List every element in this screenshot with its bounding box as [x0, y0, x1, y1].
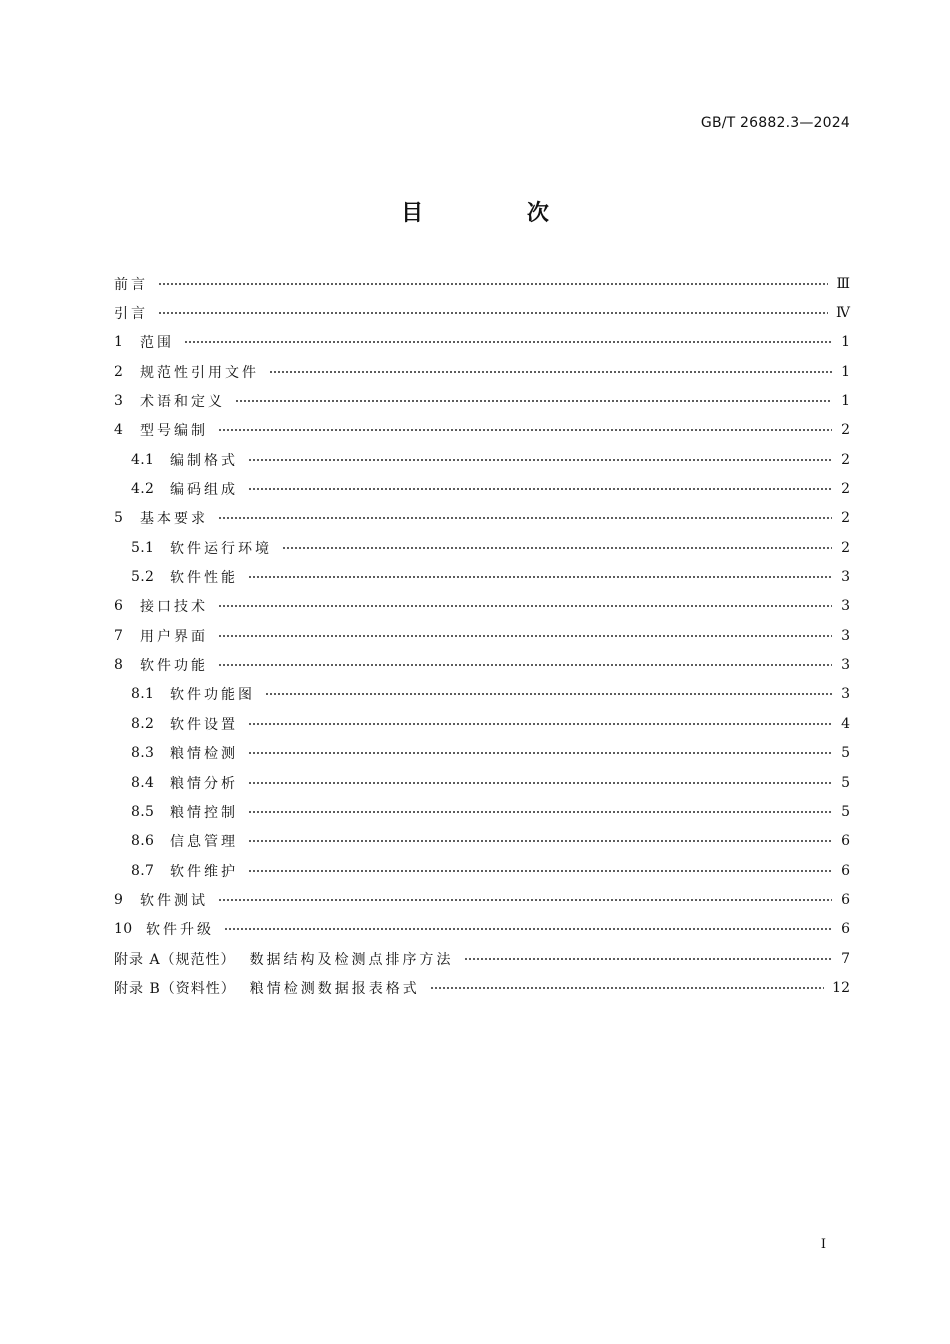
toc-entry-page: 3 [841, 657, 850, 674]
toc-entry-label: 数据结构及检测点排序方法 [249, 951, 454, 968]
toc-entry-page: 7 [841, 950, 850, 967]
toc-entry[interactable] [114, 269, 850, 298]
toc-subentry[interactable] [114, 797, 850, 826]
toc-entry[interactable] [114, 650, 850, 679]
toc-leader-dots [218, 898, 832, 902]
toc-entry-page: 2 [841, 481, 850, 498]
toc-entry-page: 2 [841, 539, 850, 556]
toc-entry[interactable] [114, 416, 850, 445]
toc-entry-page: 4 [841, 715, 850, 732]
toc-entry-page: 6 [841, 833, 850, 850]
toc-entry-label: 软件运行环境 [170, 540, 272, 557]
toc-subentry[interactable] [114, 445, 850, 474]
toc-entry-page: 3 [841, 569, 850, 586]
toc-entry-page: 6 [841, 862, 850, 879]
toc-leader-dots [248, 458, 832, 462]
toc-entry-page: Ⅳ [836, 305, 850, 322]
toc-entry-number: 4.2 [131, 481, 155, 498]
toc-leader-dots [218, 604, 832, 608]
toc-entry-page: 5 [841, 745, 850, 762]
toc-entry-label: 接口技术 [140, 599, 208, 616]
toc-entry-page: 1 [841, 393, 850, 410]
toc-entry-number: 5 [114, 510, 124, 527]
toc-leader-dots [248, 839, 832, 843]
toc-leader-dots [464, 957, 832, 961]
toc-entry-label: 软件升级 [146, 922, 214, 939]
toc-entry-number: 5.2 [131, 569, 155, 586]
toc-annex-entry[interactable] [114, 973, 850, 1002]
toc-leader-dots [248, 869, 832, 873]
toc-subentry[interactable] [114, 474, 850, 503]
toc-entry-number: 10 [114, 921, 133, 938]
toc-subentry[interactable] [114, 533, 850, 562]
toc-leader-dots [248, 781, 832, 785]
toc-entry-number: 2 [114, 363, 124, 380]
standard-code: GB/T 26882.3—2024 [700, 115, 850, 131]
toc-subentry[interactable] [114, 562, 850, 591]
toc-leader-dots [248, 487, 832, 491]
toc-entry-label: 编制格式 [170, 452, 238, 469]
toc-entry-number: 7 [114, 627, 124, 644]
page-title: 目 次 [401, 200, 597, 226]
toc-entry[interactable] [114, 504, 850, 533]
toc-entry-number: 6 [114, 598, 124, 615]
toc-leader-dots [248, 810, 832, 814]
toc-leader-dots [248, 751, 832, 755]
toc-annex-entry[interactable] [114, 944, 850, 973]
toc-entry-label: 粮情分析 [170, 775, 238, 792]
toc-entry-label: 用户界面 [140, 628, 208, 645]
toc-leader-dots [282, 546, 832, 550]
toc-entry-page: 1 [841, 363, 850, 380]
toc-entry-label: 规范性引用文件 [140, 364, 259, 381]
toc-entry-number: 8.6 [131, 833, 155, 850]
toc-leader-dots [430, 986, 824, 990]
toc-subentry[interactable] [114, 680, 850, 709]
toc-subentry[interactable] [114, 856, 850, 885]
toc-entry-number: 3 [114, 393, 124, 410]
toc-subentry[interactable] [114, 768, 850, 797]
toc-leader-dots [235, 399, 832, 403]
toc-entry-number: 4 [114, 422, 124, 439]
toc-entry-page: 3 [841, 686, 850, 703]
toc-entry-page: 2 [841, 510, 850, 527]
toc-leader-dots [265, 692, 832, 696]
toc-entry[interactable] [114, 885, 850, 914]
toc-entry-page: 6 [841, 891, 850, 908]
toc-entry-number: 8 [114, 657, 124, 674]
toc-entry[interactable] [114, 621, 850, 650]
toc-entry[interactable] [114, 328, 850, 357]
toc-annex-tag: 附录 B（资料性） [114, 980, 236, 997]
toc-leader-dots [269, 370, 832, 374]
toc-entry-label: 前言 [114, 276, 148, 293]
toc-leader-dots [218, 428, 832, 432]
toc-entry-label: 粮情控制 [170, 804, 238, 821]
toc-entry-number: 5.1 [131, 539, 155, 556]
toc-entry-page: 2 [841, 451, 850, 468]
toc-entry-page: 3 [841, 598, 850, 615]
toc-entry-label: 术语和定义 [140, 394, 225, 411]
toc-entry-label: 软件设置 [170, 716, 238, 733]
toc-entry-page: 1 [841, 334, 850, 351]
toc-entry[interactable] [114, 357, 850, 386]
toc-entry-page: Ⅲ [836, 275, 850, 292]
toc-entry-label: 粮情检测数据报表格式 [249, 980, 420, 997]
toc-entry[interactable] [114, 592, 850, 621]
toc-entry-label: 软件性能 [170, 570, 238, 587]
toc-leader-dots [218, 663, 832, 667]
toc-entry-number: 8.4 [131, 774, 155, 791]
toc-entry-number: 9 [114, 891, 124, 908]
toc-subentry[interactable] [114, 827, 850, 856]
toc-leader-dots [158, 311, 828, 315]
toc-entry-label: 型号编制 [140, 423, 208, 440]
toc-entry-label: 软件测试 [140, 892, 208, 909]
toc-entry-page: 12 [832, 979, 850, 996]
toc-leader-dots [248, 575, 832, 579]
footer-page-number: Ⅰ [820, 1237, 826, 1252]
toc-entry[interactable] [114, 386, 850, 415]
toc-entry-label: 编码组成 [170, 482, 238, 499]
toc-annex-tag: 附录 A（规范性） [114, 951, 236, 968]
toc-entry-number: 8.7 [131, 862, 155, 879]
toc-entry-label: 信息管理 [170, 834, 238, 851]
toc-leader-dots [158, 282, 828, 286]
toc-leader-dots [184, 340, 832, 344]
table-of-contents [114, 269, 850, 1003]
toc-entry-label: 引言 [114, 306, 148, 323]
toc-entry-number: 8.5 [131, 803, 155, 820]
toc-entry-number: 8.3 [131, 745, 155, 762]
toc-entry-label: 范围 [140, 335, 174, 352]
toc-entry-label: 软件功能图 [170, 687, 255, 704]
toc-entry-page: 5 [841, 774, 850, 791]
toc-subentry[interactable] [114, 709, 850, 738]
toc-entry-number: 4.1 [131, 451, 155, 468]
toc-entry-number: 1 [114, 334, 124, 351]
toc-entry-label: 软件维护 [170, 863, 238, 880]
toc-subentry[interactable] [114, 739, 850, 768]
toc-leader-dots [218, 634, 832, 638]
toc-entry[interactable] [114, 915, 850, 944]
toc-entry-label: 基本要求 [140, 511, 208, 528]
toc-leader-dots [218, 516, 832, 520]
toc-leader-dots [248, 722, 832, 726]
toc-entry-page: 2 [841, 422, 850, 439]
toc-entry-label: 粮情检测 [170, 746, 238, 763]
toc-entry-page: 5 [841, 803, 850, 820]
toc-entry[interactable] [114, 298, 850, 327]
toc-entry-page: 6 [841, 921, 850, 938]
toc-leader-dots [224, 927, 832, 931]
toc-entry-number: 8.1 [131, 686, 155, 703]
toc-entry-number: 8.2 [131, 715, 155, 732]
toc-entry-page: 3 [841, 627, 850, 644]
toc-entry-label: 软件功能 [140, 658, 208, 675]
